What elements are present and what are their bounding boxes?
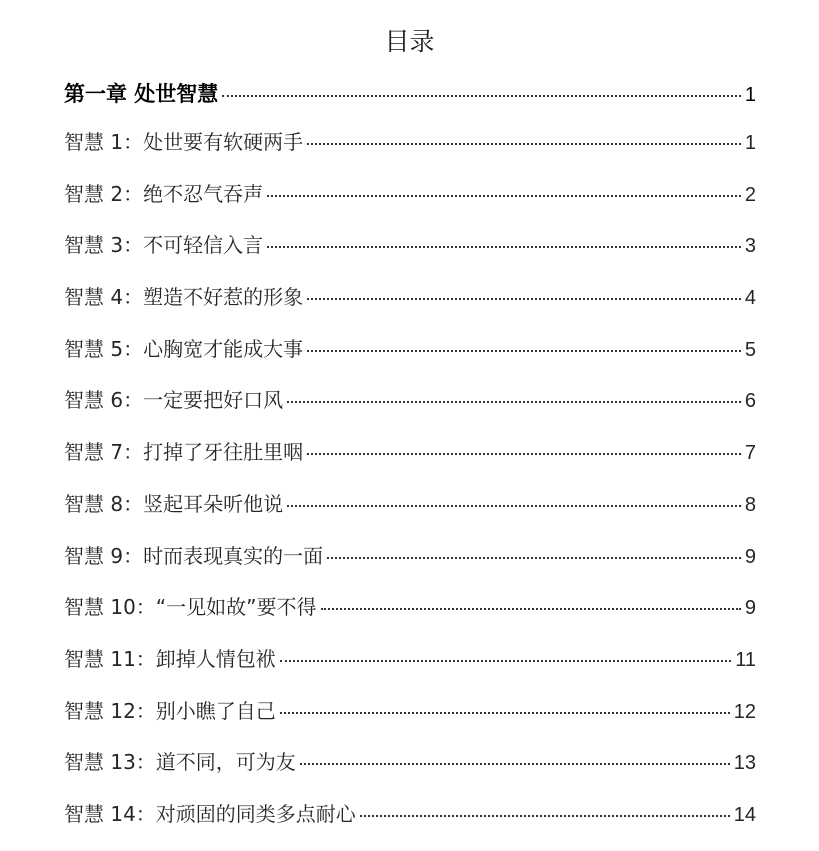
toc-leader-dots [280,712,730,714]
toc-entry-label: 智慧 10：“一见如故”要不得 [64,595,317,620]
toc-entry[interactable] [64,695,756,747]
toc-chapter-entry[interactable] [64,78,756,126]
toc-page-number: 13 [733,752,756,775]
toc-page-number: 6 [744,390,756,413]
toc-entry-label: 智慧 9：时而表现真实的一面 [64,543,324,568]
toc-page-number: 14 [733,803,756,826]
toc-entry-label: 智慧 7：打掉了牙往肚里咽 [64,440,304,465]
toc-leader-dots [287,401,741,403]
toc-page-number: 11 [735,648,756,671]
toc-page-number: 8 [744,493,756,516]
toc-page-number: 7 [744,442,756,465]
toc-page-number: 9 [744,545,756,568]
toc-page-number: 4 [744,287,756,310]
toc-entry-label: 智慧 1：处世要有软硬两手 [64,130,304,154]
toc-page-number: 3 [744,235,756,258]
toc-leader-dots [280,660,731,662]
toc-entry-label: 智慧 11：卸掉人情包袱 [64,646,276,671]
toc-leader-dots [307,350,741,352]
toc-entry-label: 智慧 14：对顽固的同类多点耐心 [64,801,356,826]
toc-entry[interactable] [64,126,756,178]
toc-leader-dots [360,815,730,817]
toc-leader-dots [222,95,741,97]
toc-page-number: 1 [744,84,756,106]
toc-entry-label: 智慧 3：不可轻信入言 [64,233,264,258]
toc-leader-dots [307,143,741,145]
toc-entry[interactable] [64,178,756,230]
toc-entry[interactable] [64,488,756,540]
toc-page-number: 5 [744,338,756,361]
toc-leader-dots [321,608,741,610]
toc-entry-label: 智慧 2：绝不忍气吞声 [64,181,264,206]
toc-leader-dots [307,453,741,455]
toc-entry-label: 智慧 8：竖起耳朵听他说 [64,491,284,516]
toc-entry[interactable] [64,229,756,281]
toc-entry[interactable] [64,746,756,798]
toc-list [64,78,756,850]
toc-leader-dots [267,246,741,248]
toc-entry-label: 智慧 6：一定要把好口风 [64,388,284,413]
toc-title: 目录 [384,27,435,56]
toc-entry[interactable] [64,798,756,850]
toc-page-number: 1 [744,132,756,154]
toc-entry[interactable] [64,540,756,592]
toc-entry[interactable] [64,436,756,488]
toc-entry[interactable] [64,281,756,333]
toc-entry-label: 智慧 5：心胸宽才能成大事 [64,336,304,361]
toc-leader-dots [300,763,730,765]
toc-leader-dots [287,505,741,507]
toc-page-number: 9 [744,597,756,620]
toc-entry-label: 智慧 12：别小瞧了自己 [64,698,276,723]
toc-entry[interactable] [64,384,756,436]
toc-page-number: 12 [733,700,756,723]
toc-chapter-label: 第一章 处世智慧 [64,82,219,106]
toc-leader-dots [267,195,741,197]
toc-entry[interactable] [64,333,756,385]
toc-entry[interactable] [64,643,756,695]
toc-page-number: 2 [744,183,756,206]
toc-leader-dots [307,298,741,300]
toc-entry[interactable] [64,591,756,643]
toc-leader-dots [327,557,741,559]
toc-entry-label: 智慧 4：塑造不好惹的形象 [64,285,304,310]
toc-entry-label: 智慧 13：道不同，可为友 [64,750,296,775]
